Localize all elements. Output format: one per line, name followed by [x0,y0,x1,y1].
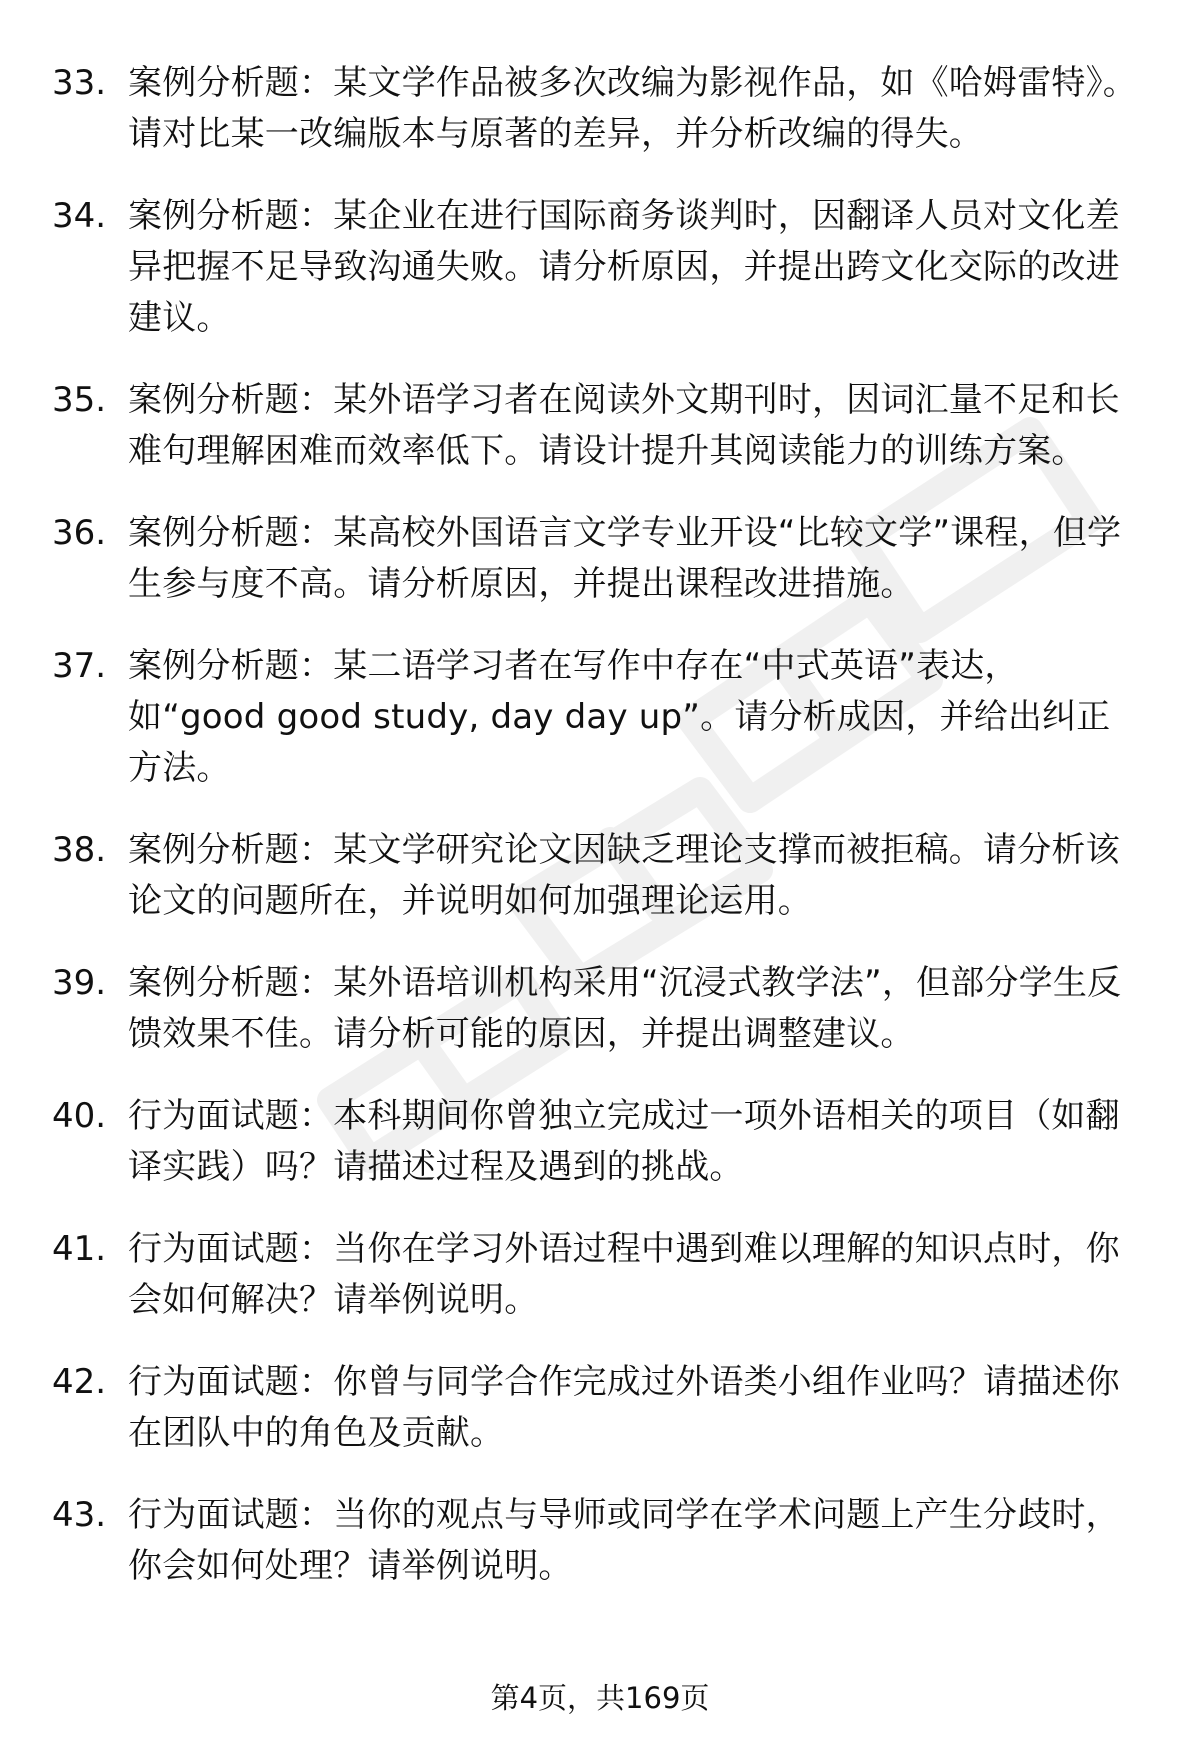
question-text: 案例分析题：某外语学习者在阅读外文期刊时，因词汇量不足和长难句理解困难而效率低下。请设计提升其阅读能力的训练方案。 [128,380,1120,471]
question-text: 案例分析题：某文学作品被多次改编为影视作品，如《哈姆雷特》。请对比某一改编版本与原著的差异，并分析改编的得失。 [128,63,1137,154]
question-text: 案例分析题：某文学研究论文因缺乏理论支撑而被拒稿。请分析该论文的问题所在，并说明如何加强理论运用。 [128,830,1120,921]
question-number: 37. [52,646,107,686]
question-item [52,1490,1152,1592]
question-number: 35. [52,380,107,420]
question-text: 案例分析题：某企业在进行国际商务谈判时，因翻译人员对文化差异把握不足导致沟通失败。请分析原因，并提出跨文化交际的改进建议。 [128,196,1120,338]
question-number: 34. [52,196,107,236]
question-item [52,825,1152,927]
question-item [52,1357,1152,1459]
question-number: 43. [52,1495,107,1535]
question-number: 40. [52,1096,107,1136]
question-number: 41. [52,1229,107,1269]
question-number: 38. [52,830,107,870]
question-number: 42. [52,1362,107,1402]
question-item [52,641,1152,794]
page-number-label: 第4页，共169页 [490,1681,710,1715]
question-text: 案例分析题：某高校外国语言文学专业开设“比较文学”课程，但学生参与度不高。请分析原因，并提出课程改进措施。 [128,513,1122,604]
question-item [52,958,1152,1060]
question-item [52,191,1152,344]
question-text: 行为面试题：当你在学习外语过程中遇到难以理解的知识点时，你会如何解决？请举例说明。 [128,1229,1120,1320]
question-text: 行为面试题：当你的观点与导师或同学在学术问题上产生分歧时，你会如何处理？请举例说明。 [128,1495,1120,1586]
page-footer [0,1680,1200,1716]
question-item [52,375,1152,477]
question-number: 36. [52,513,107,553]
question-text: 行为面试题：你曾与同学合作完成过外语类小组作业吗？请描述你在团队中的角色及贡献。 [128,1362,1120,1453]
question-text: 案例分析题：某外语培训机构采用“沉浸式教学法”，但部分学生反馈效果不佳。请分析可能的原因，并提出调整建议。 [128,963,1122,1054]
question-item [52,58,1152,160]
question-number: 33. [52,63,107,103]
question-text: 案例分析题：某二语学习者在写作中存在“中式英语”表达，如“good good study, day day up”。请分析成因，并给出纠正方法。 [128,646,1111,788]
question-number: 39. [52,963,107,1003]
question-list [52,58,1152,1623]
question-item [52,1224,1152,1326]
question-text: 行为面试题：本科期间你曾独立完成过一项外语相关的项目（如翻译实践）吗？请描述过程及遇到的挑战。 [128,1096,1120,1187]
question-item [52,508,1152,610]
question-item [52,1091,1152,1193]
